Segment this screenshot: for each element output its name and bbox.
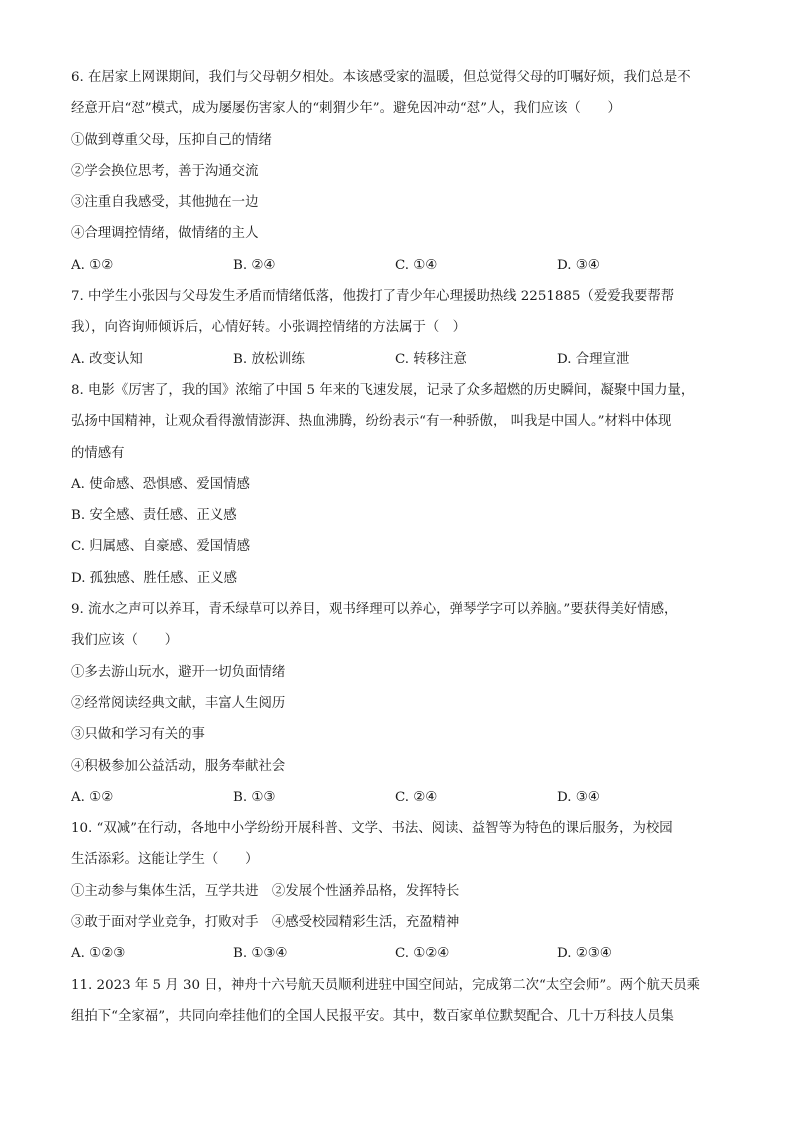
question-8 [71, 375, 726, 594]
choice-b: B. ①③④ [233, 946, 288, 962]
question-stem-line: 8. 电影《厉害了，我的国》浓缩了中国 5 年来的飞速发展，记录了众多超燃的历史瞬间，凝聚中国力量， [71, 382, 695, 398]
question-10 [71, 813, 726, 969]
statement-item: ②学会换位思考，善于沟通交流 [71, 163, 259, 179]
question-stem-line: 我们应该（ ） [71, 633, 179, 649]
choice-d: D. 合理宣泄 [557, 351, 630, 367]
answer-choices [71, 250, 726, 281]
question-9 [71, 594, 726, 813]
choice-c: C. ②④ [395, 789, 438, 805]
question-stem-line: 9. 流水之声可以养耳，青禾绿草可以养目，观书绎理可以养心，弹琴学字可以养脑。”要获得美好情感， [71, 602, 678, 618]
statement-item: ③注重自我感受，其他抛在一边 [71, 195, 259, 211]
choice-c: C. ①②④ [395, 946, 450, 962]
choice-d: D. ②③④ [557, 946, 612, 962]
question-stem-line: 我），向咨询师倾诉后，心情好转。小张调控情绪的方法属于（ ） [71, 320, 467, 336]
question-stem-line: 的情感有 [71, 445, 125, 461]
question-6 [71, 62, 726, 281]
question-7 [71, 281, 726, 375]
statement-item: ①多去游山玩水，避开一切负面情绪 [71, 664, 286, 680]
question-stem-line: 11. 2023 年 5 月 30 日，神舟十六号航天员顺利进驻中国空间站，完成第二次“太空会师”。两个航天员乘 [71, 977, 701, 993]
choice-b: B. ①③ [233, 789, 276, 805]
choice-d: D. ③④ [557, 789, 600, 805]
answer-choices [71, 782, 726, 813]
choice-b: B. 放松训练 [233, 351, 305, 367]
choice-b: B. ②④ [233, 257, 276, 273]
question-stem-line: 10. “双减”在行动，各地中小学纷纷开展科普、文学、书法、阅读、益智等为特色的课后服务，为校园 [71, 821, 673, 837]
choice-d: D. 孤独感、胜任感、正义感 [71, 570, 238, 586]
choice-a: A. ①②③ [71, 946, 126, 962]
choice-a: A. ①② [71, 789, 114, 805]
question-11 [71, 970, 726, 1033]
choice-a: A. ①② [71, 257, 114, 273]
statement-item: ②经常阅读经典文献，丰富人生阅历 [71, 695, 286, 711]
answer-choices [71, 938, 726, 969]
choice-c: C. ①④ [395, 257, 438, 273]
statement-item: ③只做和学习有关的事 [71, 727, 205, 743]
statement-item: ③敢于面对学业竞争，打败对手 ④感受校园精彩生活，充盈精神 [71, 915, 460, 931]
question-stem-line: 7. 中学生小张因与父母发生矛盾而情绪低落，他拨打了青少年心理援助热线 2251885（爱爱我要帮帮 [71, 289, 675, 305]
statement-item: ①主动参与集体生活，互学共进 ②发展个性涵养品格，发挥特长 [71, 883, 460, 899]
answer-choices [71, 344, 726, 375]
choice-d: D. ③④ [557, 257, 600, 273]
statement-item: ④合理调控情绪，做情绪的主人 [71, 226, 259, 242]
question-stem-line: 生活添彩。这能让学生（ ） [71, 852, 259, 868]
statement-item: ①做到尊重父母，压抑自己的情绪 [71, 132, 272, 148]
choice-b: B. 安全感、责任感、正义感 [71, 508, 237, 524]
question-stem-line: 弘扬中国精神，让观众看得激情澎湃、热血沸腾，纷纷表示“有一种骄傲， 叫我是中国人。”材料中体现 [71, 414, 672, 430]
choice-a: A. 使命感、恐惧感、爱国情感 [71, 476, 250, 492]
question-stem-line: 6. 在居家上网课期间，我们与父母朝夕相处。本该感受家的温暖，但总觉得父母的叮嘱好烦，我们总是不 [71, 70, 691, 85]
choice-a: A. 改变认知 [71, 351, 143, 367]
choice-c: C. 归属感、自豪感、爱国情感 [71, 539, 250, 555]
question-stem-line: 经意开启“怼”模式，成为屡屡伤害家人的“刺猬少年”。避免因冲动“怼”人，我们应该（ ） [71, 101, 621, 117]
question-stem-line: 组拍下“全家福”，共同向牵挂他们的全国人民报平安。其中，数百家单位默契配合、几十万科技人员集 [71, 1008, 674, 1024]
choice-c: C. 转移注意 [395, 351, 467, 367]
statement-item: ④积极参加公益活动，服务奉献社会 [71, 758, 286, 774]
